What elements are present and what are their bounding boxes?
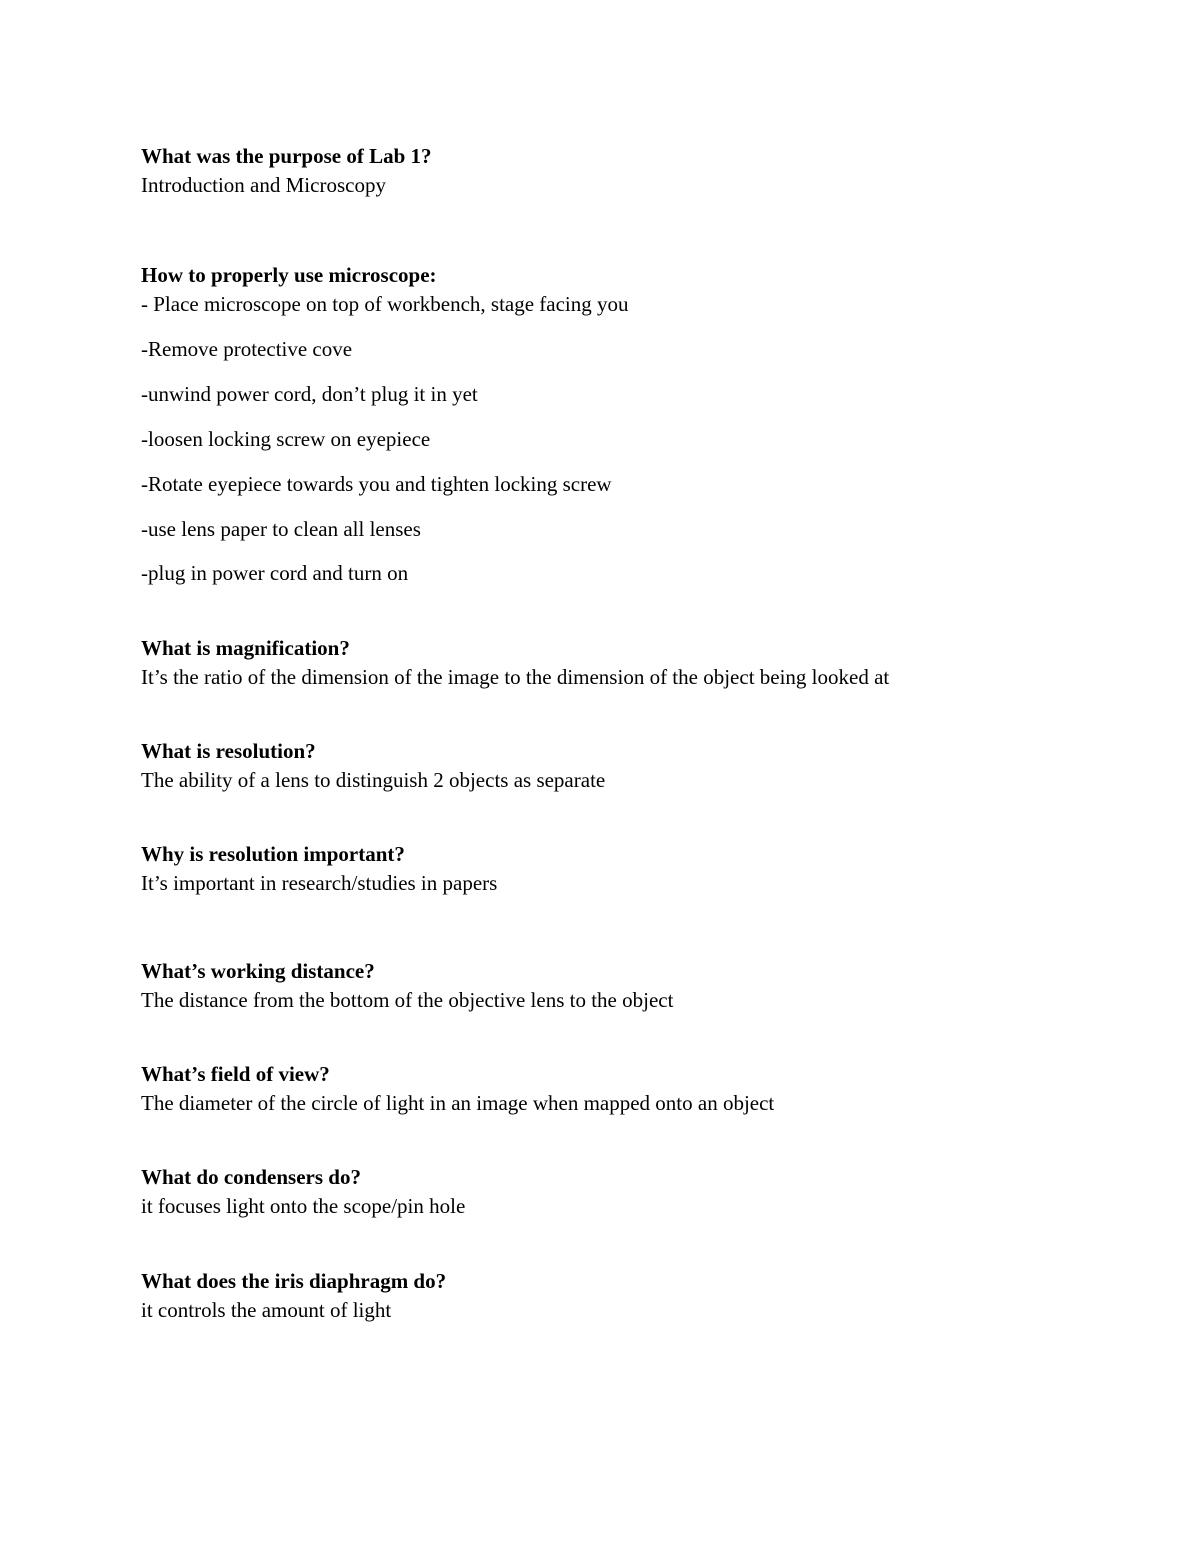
question-heading: Why is resolution important? [141, 842, 405, 866]
answer-text: Introduction and Microscopy [141, 173, 386, 197]
step-item: -Rotate eyepiece towards you and tighten locking screw [141, 472, 612, 496]
question-heading: What does the iris diaphragm do? [141, 1269, 447, 1293]
step-item: -use lens paper to clean all lenses [141, 517, 421, 541]
answer-text: It’s important in research/studies in papers [141, 871, 498, 895]
step-item: -plug in power cord and turn on [141, 561, 409, 585]
question-heading: What is resolution? [141, 739, 316, 763]
step-item: -unwind power cord, don’t plug it in yet [141, 382, 478, 406]
question-heading: What’s working distance? [141, 959, 375, 983]
answer-text: It’s the ratio of the dimension of the image to the dimension of the object being looked at [141, 665, 890, 689]
answer-text: The diameter of the circle of light in an image when mapped onto an object [141, 1091, 775, 1115]
question-heading: What is magnification? [141, 636, 350, 660]
question-heading: What’s field of view? [141, 1062, 330, 1086]
answer-text: The ability of a lens to distinguish 2 objects as separate [141, 768, 606, 792]
step-item: -Remove protective cove [141, 337, 353, 361]
section-heading: How to properly use microscope: [141, 263, 437, 287]
step-item: -loosen locking screw on eyepiece [141, 427, 431, 451]
answer-text: The distance from the bottom of the objective lens to the object [141, 988, 674, 1012]
answer-text: it controls the amount of light [141, 1298, 392, 1322]
step-item: - Place microscope on top of workbench, stage facing you [141, 292, 629, 316]
question-heading: What was the purpose of Lab 1? [141, 144, 432, 168]
question-heading: What do condensers do? [141, 1165, 361, 1189]
answer-text: it focuses light onto the scope/pin hole [141, 1194, 466, 1218]
